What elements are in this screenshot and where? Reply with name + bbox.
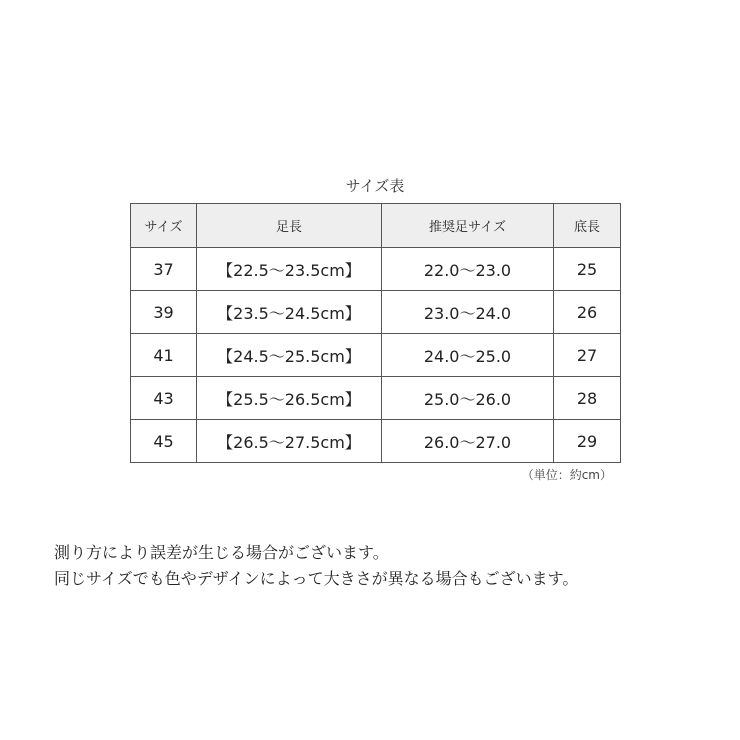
table-row: [131, 420, 621, 463]
unit-note: （単位：約cm）: [521, 468, 612, 482]
cell-foot-length: 【25.5～26.5cm】: [197, 377, 382, 420]
size-chart-title: サイズ表: [345, 177, 405, 195]
cell-foot-length: 【26.5～27.5cm】: [197, 420, 382, 463]
table-row: [131, 334, 621, 377]
cell-size: 39: [131, 291, 197, 334]
cell-size: 41: [131, 334, 197, 377]
header-size: サイズ: [131, 204, 197, 248]
cell-foot-length: 【22.5～23.5cm】: [197, 248, 382, 291]
cell-recommended-foot-size: 25.0～26.0: [382, 377, 554, 420]
cell-recommended-foot-size: 26.0～27.0: [382, 420, 554, 463]
table-header-row: [131, 204, 621, 248]
cell-size: 43: [131, 377, 197, 420]
table-row: [131, 377, 621, 420]
size-table: [130, 203, 621, 463]
cell-recommended-foot-size: 22.0～23.0: [382, 248, 554, 291]
table-row: [131, 248, 621, 291]
note-measurement-error: 測り方により誤差が生じる場合がございます。: [54, 543, 389, 562]
cell-sole-length: 25: [554, 248, 621, 291]
cell-foot-length: 【24.5～25.5cm】: [197, 334, 382, 377]
header-foot-length: 足長: [197, 204, 382, 248]
note-size-variation: 同じサイズでも色やデザインによって大きさが異なる場合もございます。: [54, 569, 579, 588]
header-sole-length: 底長: [554, 204, 621, 248]
table-row: [131, 291, 621, 334]
cell-recommended-foot-size: 24.0～25.0: [382, 334, 554, 377]
cell-foot-length: 【23.5～24.5cm】: [197, 291, 382, 334]
cell-size: 45: [131, 420, 197, 463]
cell-sole-length: 27: [554, 334, 621, 377]
cell-recommended-foot-size: 23.0～24.0: [382, 291, 554, 334]
header-recommended-foot-size: 推奨足サイズ: [382, 204, 554, 248]
cell-sole-length: 28: [554, 377, 621, 420]
cell-sole-length: 26: [554, 291, 621, 334]
cell-sole-length: 29: [554, 420, 621, 463]
notes: [54, 540, 714, 592]
cell-size: 37: [131, 248, 197, 291]
